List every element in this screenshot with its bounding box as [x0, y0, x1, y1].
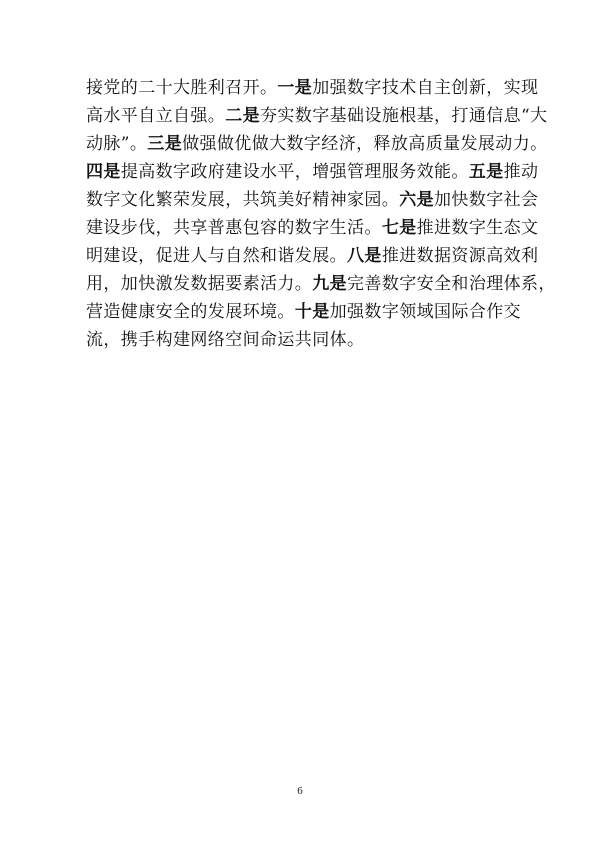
emphasis-run: 五是 — [468, 162, 504, 182]
text-run: 加强数字技术自主创新，实现 — [312, 78, 539, 98]
emphasis-run: 七是 — [381, 218, 417, 238]
emphasis-run: 十是 — [294, 302, 330, 322]
body-paragraph — [86, 74, 556, 354]
text-run: 高水平自立自强。 — [86, 106, 226, 126]
text-line — [86, 214, 539, 242]
emphasis-run: 九是 — [312, 274, 348, 294]
text-run: 推进数据资源高效利 — [381, 246, 539, 266]
text-run: 数字文化繁荣发展，共筑美好精神家园。 — [86, 190, 400, 210]
text-line — [86, 130, 548, 158]
emphasis-run: 二是 — [225, 106, 261, 126]
text-line — [86, 298, 522, 326]
text-run: 推进数字生态文 — [416, 218, 539, 238]
text-run: 营造健康安全的发展环境。 — [86, 302, 295, 322]
emphasis-run: 六是 — [399, 190, 435, 210]
emphasis-run: 八是 — [347, 246, 382, 266]
text-run: 夯实数字基础设施根基，打通信息“大 — [260, 106, 548, 126]
text-run: 接党的二十大胜利召开。 — [86, 78, 278, 98]
emphasis-run: 一是 — [277, 78, 313, 98]
emphasis-run: 三是 — [147, 134, 183, 154]
text-line — [86, 242, 539, 270]
text-line — [86, 158, 539, 186]
text-run: 用，加快激发数据要素活力。 — [86, 274, 313, 294]
text-line — [86, 74, 539, 102]
text-run: 明建设，促进人与自然和谐发展。 — [86, 246, 347, 266]
text-run: 动脉”。 — [86, 134, 148, 154]
text-line — [86, 270, 556, 298]
text-run: 建设步伐，共享普惠包容的数字生活。 — [86, 218, 382, 238]
text-run: 加快数字社会 — [434, 190, 539, 210]
page-number: 6 — [297, 785, 303, 797]
text-run: 提高数字政府建设水平，增强管理服务效能。 — [120, 162, 469, 182]
text-line — [86, 186, 539, 214]
text-run: 加强数字领域国际合作交 — [329, 302, 522, 322]
text-run: 流，携手构建网络空间命运共同体。 — [86, 330, 365, 350]
emphasis-run: 四是 — [86, 162, 121, 182]
text-run: 完善数字安全和治理体系， — [347, 274, 556, 294]
text-line — [86, 102, 548, 130]
text-run: 推动 — [503, 162, 539, 182]
text-line — [86, 326, 516, 354]
text-run: 做强做优做大数字经济，释放高质量发展动力。 — [182, 134, 548, 154]
